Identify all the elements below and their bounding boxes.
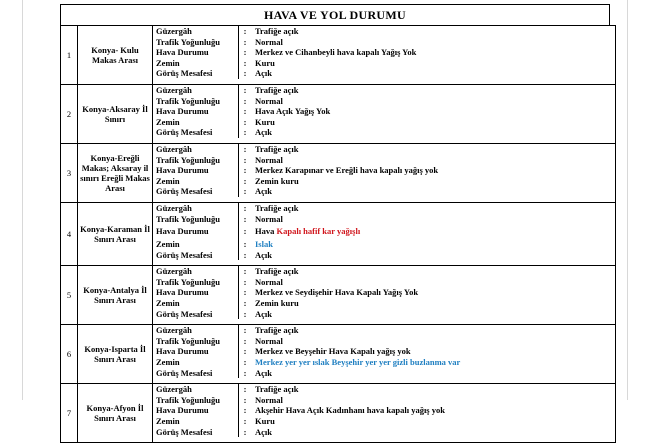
route-row	[61, 84, 616, 143]
field-value-text: Kuru	[255, 116, 275, 127]
field-line	[153, 203, 615, 214]
report-title: HAVA VE YOL DURUMU	[60, 4, 610, 25]
field-value-text: Trafiğe açık	[255, 384, 299, 395]
field-value-text: Normal	[255, 95, 283, 106]
route-row	[61, 202, 616, 265]
field-line	[153, 165, 615, 176]
report-table	[60, 25, 616, 443]
field-value	[251, 287, 615, 298]
field-colon: :	[238, 224, 251, 239]
field-value	[251, 203, 615, 214]
field-line	[153, 298, 615, 309]
row-spacer	[153, 378, 615, 383]
field-value	[251, 165, 615, 176]
field-value-text: Kapalı hafif kar yağışlı	[276, 226, 361, 237]
field-label: Hava Durumu	[156, 106, 209, 117]
field-colon: :	[238, 325, 251, 336]
row-spacer	[153, 260, 615, 265]
field-colon: :	[238, 427, 251, 438]
field-colon: :	[238, 68, 251, 79]
route-fields	[153, 325, 616, 384]
field-line	[153, 68, 615, 79]
field-value-text: Trafiğe açık	[255, 143, 299, 154]
field-label: Görüş Mesafesi	[156, 186, 213, 197]
field-line	[153, 427, 615, 438]
field-value	[251, 26, 615, 37]
field-label: Hava Durumu	[156, 226, 209, 237]
field-label: Güzergâh	[156, 143, 192, 154]
field-line	[153, 325, 615, 336]
field-colon: :	[238, 214, 251, 225]
field-value-text: Normal	[255, 335, 283, 346]
field-colon: :	[238, 186, 251, 197]
field-value-text: Açık	[255, 186, 272, 197]
field-colon: :	[238, 144, 251, 155]
field-value	[251, 58, 615, 69]
field-line	[153, 26, 615, 37]
field-line	[153, 405, 615, 416]
field-label: Zemin	[156, 298, 180, 309]
field-colon: :	[238, 58, 251, 69]
field-value-text: Merkez ve Cihanbeyli hava kapalı Yağış Yok	[255, 47, 417, 58]
page-edge-left	[22, 0, 23, 400]
page-edge-right	[627, 0, 628, 400]
field-label: Güzergâh	[156, 325, 192, 336]
field-value-text: Trafiğe açık	[255, 26, 299, 36]
field-line	[153, 106, 615, 117]
field-colon: :	[238, 165, 251, 176]
field-value	[251, 298, 615, 309]
field-line	[153, 250, 615, 261]
route-fields	[153, 143, 616, 202]
field-value	[251, 277, 615, 288]
field-line	[153, 144, 615, 155]
field-label: Trafik Yoğunluğu	[156, 335, 221, 346]
route-fields	[153, 384, 616, 443]
route-fields	[153, 26, 616, 85]
route-name: Konya-Antalya İl Sınırı Arası	[78, 266, 153, 325]
field-value	[251, 325, 615, 336]
field-label: Güzergâh	[156, 202, 192, 213]
row-spacer	[153, 319, 615, 324]
field-line	[153, 357, 615, 368]
field-colon: :	[238, 384, 251, 395]
field-label: Hava Durumu	[156, 405, 209, 416]
route-name: Konya-Isparta İl Sınırı Arası	[78, 325, 153, 384]
field-label: Trafik Yoğunluğu	[156, 394, 221, 405]
field-value	[251, 176, 615, 187]
field-colon: :	[238, 287, 251, 298]
field-value-text: Normal	[255, 154, 283, 165]
field-value	[251, 405, 615, 416]
field-label: Güzergâh	[156, 84, 192, 95]
field-value-text: Trafiğe açık	[255, 266, 299, 277]
field-value	[251, 336, 615, 347]
field-value	[251, 357, 615, 368]
route-name: Konya-Karaman İl Sınırı Arası	[78, 202, 153, 265]
route-name: Konya-Aksaray İl Sınırı	[78, 84, 153, 143]
field-value	[251, 85, 615, 96]
field-colon: :	[238, 395, 251, 406]
field-value-text: Islak	[255, 239, 273, 250]
field-label: Görüş Mesafesi	[156, 367, 213, 378]
field-value	[251, 384, 615, 395]
field-value-text: Açık	[255, 127, 272, 138]
field-label: Trafik Yoğunluğu	[156, 95, 221, 106]
field-value-text: Trafiğe açık	[255, 84, 299, 95]
field-value	[251, 47, 615, 58]
field-colon: :	[238, 155, 251, 166]
field-value	[251, 250, 615, 261]
field-value	[251, 224, 615, 239]
row-number: 3	[61, 143, 78, 202]
field-label: Güzergâh	[156, 266, 192, 277]
field-label: Görüş Mesafesi	[156, 68, 213, 79]
field-line	[153, 384, 615, 395]
field-line	[153, 287, 615, 298]
field-label: Trafik Yoğunluğu	[156, 213, 221, 224]
field-colon: :	[238, 357, 251, 368]
field-colon: :	[238, 368, 251, 379]
field-label: Zemin	[156, 239, 180, 250]
route-name: Konya-Ereğli Makas; Aksaray il sınırı Ereğli Makas Arası	[78, 143, 153, 202]
field-label: Trafik Yoğunluğu	[156, 36, 221, 47]
field-colon: :	[238, 239, 251, 250]
field-label: Görüş Mesafesi	[156, 308, 213, 319]
field-value-text: Normal	[255, 394, 283, 405]
field-line	[153, 58, 615, 69]
field-colon: :	[238, 405, 251, 416]
field-value-text: Açık	[255, 426, 272, 437]
field-line	[153, 416, 615, 427]
field-label: Güzergâh	[156, 384, 192, 395]
row-number: 1	[61, 26, 78, 85]
route-name: Konya-Afyon İl Sınırı Arası	[78, 384, 153, 443]
field-label: Güzergâh	[156, 26, 192, 36]
field-value-text: Normal	[255, 36, 283, 47]
field-colon: :	[238, 250, 251, 261]
field-colon: :	[238, 277, 251, 288]
route-row	[61, 384, 616, 443]
field-value-prefix: Hava	[255, 226, 277, 237]
field-label: Zemin	[156, 175, 180, 186]
route-fields	[153, 84, 616, 143]
field-value	[251, 186, 615, 197]
field-line	[153, 309, 615, 320]
field-value-text: Hava Açık Yağış Yok	[255, 106, 331, 117]
row-spacer	[153, 79, 615, 84]
field-line	[153, 277, 615, 288]
field-line	[153, 186, 615, 197]
row-spacer	[153, 197, 615, 202]
field-line	[153, 266, 615, 277]
field-line	[153, 37, 615, 48]
field-value	[251, 427, 615, 438]
field-value-text: Açık	[255, 367, 272, 378]
route-row	[61, 266, 616, 325]
field-value-text: Merkez ve Beyşehir Hava Kapalı yağış yok	[255, 346, 411, 357]
field-value	[251, 309, 615, 320]
row-number: 7	[61, 384, 78, 443]
field-colon: :	[238, 298, 251, 309]
field-value	[251, 106, 615, 117]
field-colon: :	[238, 85, 251, 96]
field-colon: :	[238, 416, 251, 427]
field-label: Hava Durumu	[156, 165, 209, 176]
field-value	[251, 346, 615, 357]
route-fields	[153, 266, 616, 325]
field-line	[153, 85, 615, 96]
field-value-text: Merkez yer yer ıslak Beyşehir yer yer gizli buzlanma var	[255, 357, 461, 368]
field-value-text: Açık	[255, 68, 272, 79]
field-value-text: Normal	[255, 276, 283, 287]
field-value	[251, 37, 615, 48]
field-label: Hava Durumu	[156, 47, 209, 58]
field-value	[251, 117, 615, 128]
field-colon: :	[238, 176, 251, 187]
field-colon: :	[238, 47, 251, 58]
field-value	[251, 266, 615, 277]
row-spacer	[153, 138, 615, 143]
field-line	[153, 368, 615, 379]
field-value-text: Trafiğe açık	[255, 325, 299, 336]
field-label: Hava Durumu	[156, 346, 209, 357]
field-line	[153, 336, 615, 347]
field-label: Trafik Yoğunluğu	[156, 154, 221, 165]
field-line	[153, 47, 615, 58]
field-value	[251, 127, 615, 138]
field-colon: :	[238, 203, 251, 214]
row-number: 4	[61, 202, 78, 265]
field-line	[153, 395, 615, 406]
field-line	[153, 346, 615, 357]
field-value	[251, 96, 615, 107]
row-spacer	[153, 437, 615, 442]
field-label: Zemin	[156, 357, 180, 368]
row-number: 6	[61, 325, 78, 384]
field-line	[153, 127, 615, 138]
field-label: Hava Durumu	[156, 287, 209, 298]
field-line	[153, 214, 615, 225]
field-value-text: Zemin kuru	[255, 298, 299, 309]
field-line	[153, 224, 615, 239]
field-label: Görüş Mesafesi	[156, 127, 213, 138]
field-value-text: Açık	[255, 308, 272, 319]
row-number: 5	[61, 266, 78, 325]
row-number: 2	[61, 84, 78, 143]
field-colon: :	[238, 106, 251, 117]
field-value	[251, 368, 615, 379]
field-value	[251, 214, 615, 225]
field-value	[251, 155, 615, 166]
field-value	[251, 68, 615, 79]
field-value	[251, 144, 615, 155]
field-value-text: Normal	[255, 213, 283, 224]
field-label: Trafik Yoğunluğu	[156, 276, 221, 287]
field-label: Zemin	[156, 416, 180, 426]
field-colon: :	[238, 266, 251, 277]
field-value-text: Akşehir Hava Açık Kadınhanı hava kapalı yağış yok	[255, 405, 445, 416]
field-value-text: Kuru	[255, 416, 275, 426]
field-colon: :	[238, 346, 251, 357]
field-label: Görüş Mesafesi	[156, 249, 213, 260]
field-colon: :	[238, 96, 251, 107]
field-value-text: Kuru	[255, 57, 275, 68]
field-label: Görüş Mesafesi	[156, 426, 213, 437]
field-colon: :	[238, 309, 251, 320]
field-value-text: Zemin kuru	[255, 175, 299, 186]
field-colon: :	[238, 26, 251, 37]
field-value-text: Açık	[255, 249, 272, 260]
field-value	[251, 416, 615, 427]
field-value-text: Merkez ve Seydişehir Hava Kapalı Yağış Yok	[255, 287, 419, 298]
field-value	[251, 239, 615, 250]
field-colon: :	[238, 127, 251, 138]
field-value	[251, 395, 615, 406]
field-line	[153, 176, 615, 187]
field-colon: :	[238, 37, 251, 48]
field-label: Zemin	[156, 116, 180, 127]
field-colon: :	[238, 336, 251, 347]
route-name: Konya- Kulu Makas Arası	[78, 26, 153, 85]
route-row	[61, 143, 616, 202]
route-row	[61, 26, 616, 85]
field-line	[153, 117, 615, 128]
field-line	[153, 155, 615, 166]
field-label: Zemin	[156, 57, 180, 68]
weather-road-report	[60, 4, 610, 437]
field-value-text: Merkez Karapınar ve Ereğli hava kapalı yağış yok	[255, 165, 439, 176]
field-colon: :	[238, 117, 251, 128]
route-fields	[153, 202, 616, 265]
route-row	[61, 325, 616, 384]
field-value-text: Trafiğe açık	[255, 202, 299, 213]
field-line	[153, 96, 615, 107]
field-line	[153, 239, 615, 250]
